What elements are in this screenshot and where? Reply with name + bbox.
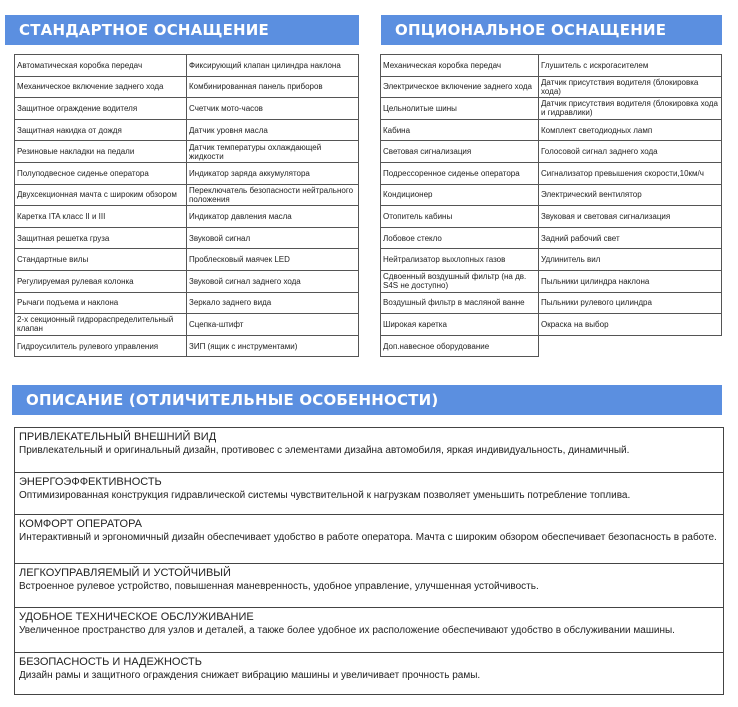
table-cell: Автоматическая коробка передач <box>15 55 187 77</box>
table-cell: Сигнализатор превышения скорости,10км/ч <box>539 162 722 184</box>
feature-text: Интерактивный и эргономичный дизайн обеспечивает удобство в работе оператора. Мачта с широким обзором обеспечивает безопасность в работе. <box>19 532 717 543</box>
feature-heading: ЛЕГКОУПРАВЛЯЕМЫЙ И УСТОЙЧИВЫЙ <box>19 567 231 579</box>
table-cell: Звуковой сигнал заднего хода <box>187 270 359 292</box>
table-cell: Индикатор заряда аккумулятора <box>187 162 359 184</box>
table-row <box>381 227 722 249</box>
table-cell: Сцепка-штифт <box>187 314 359 336</box>
feature-heading: ПРИВЛЕКАТЕЛЬНЫЙ ВНЕШНИЙ ВИД <box>19 431 217 443</box>
table-cell: Окраска на выбор <box>539 314 722 336</box>
feature-item-appearance <box>15 428 723 472</box>
table-row <box>381 119 722 141</box>
table-cell: Задний рабочий свет <box>539 227 722 249</box>
table-cell: Индикатор давления масла <box>187 206 359 228</box>
standard-equipment-table <box>14 54 359 357</box>
table-cell: Датчик присутствия водителя (блокировка хода и гидравлики) <box>539 98 722 120</box>
table-row <box>15 55 359 77</box>
table-cell: Стандартные вилы <box>15 249 187 271</box>
table-cell: Регулируемая рулевая колонка <box>15 270 187 292</box>
table-row <box>381 184 722 206</box>
feature-item-maintenance <box>15 607 723 652</box>
table-row <box>15 141 359 163</box>
table-cell: Цельнолитые шины <box>381 98 539 120</box>
table-row <box>15 292 359 314</box>
table-cell: Звуковая и световая сигнализация <box>539 206 722 228</box>
table-row <box>15 76 359 98</box>
table-cell: Гидроусилитель рулевого управления <box>15 335 187 357</box>
table-cell: Звуковой сигнал <box>187 227 359 249</box>
feature-item-efficiency <box>15 472 723 514</box>
table-cell: Резиновые накладки на педали <box>15 141 187 163</box>
table-cell: Пыльники цилиндра наклона <box>539 270 722 292</box>
table-cell: Защитная решетка груза <box>15 227 187 249</box>
feature-heading: УДОБНОЕ ТЕХНИЧЕСКОЕ ОБСЛУЖИВАНИЕ <box>19 611 254 623</box>
table-cell: Переключатель безопасности нейтрального положения <box>187 184 359 206</box>
table-cell: Механическое включение заднего хода <box>15 76 187 98</box>
table-cell: Голосовой сигнал заднего хода <box>539 141 722 163</box>
table-cell: Электрическое включение заднего хода <box>381 76 539 98</box>
table-row <box>15 98 359 120</box>
feature-text: Привлекательный и оригинальный дизайн, противовес с элементами дизайна автомобиля, яркая индивидуальность, динамичный. <box>19 445 630 456</box>
table-row <box>15 314 359 336</box>
table-row <box>15 119 359 141</box>
feature-item-safety <box>15 652 723 694</box>
feature-text: Встроенное рулевое устройство, повышенная маневренность, удобное управление, улучшенная устойчивость. <box>19 581 539 592</box>
table-cell: Лобовое стекло <box>381 227 539 249</box>
table-cell: Полуподвесное сиденье оператора <box>15 162 187 184</box>
table-cell: Подрессоренное сиденье оператора <box>381 162 539 184</box>
table-row <box>381 55 722 77</box>
table-cell: Воздушный фильтр в масляной ванне <box>381 292 539 314</box>
table-cell: Электрический вентилятор <box>539 184 722 206</box>
feature-text: Дизайн рамы и защитного ограждения снижает вибрацию машины и увеличивает прочность рамы. <box>19 670 481 681</box>
table-cell: Зеркало заднего вида <box>187 292 359 314</box>
table-cell: Пыльники рулевого цилиндра <box>539 292 722 314</box>
table-row <box>15 184 359 206</box>
table-cell: Счетчик мото-часов <box>187 98 359 120</box>
optional-equipment-header: ОПЦИОНАЛЬНОЕ ОСНАЩЕНИЕ <box>381 15 722 45</box>
table-cell: Двухсекционная мачта с широким обзором <box>15 184 187 206</box>
table-cell: Сдвоенный воздушный фильтр (на дв. S4S не доступно) <box>381 270 539 292</box>
table-row <box>15 249 359 271</box>
table-cell: Рычаги подъема и наклона <box>15 292 187 314</box>
table-cell: Комплект светодиодных ламп <box>539 119 722 141</box>
table-row <box>381 335 722 357</box>
table-row <box>381 292 722 314</box>
table-row <box>381 314 722 336</box>
table-row <box>15 335 359 357</box>
table-cell: Отопитель кабины <box>381 206 539 228</box>
table-cell: Датчик температуры охлаждающей жидкости <box>187 141 359 163</box>
table-row <box>15 227 359 249</box>
table-cell: Проблесковый маячек LED <box>187 249 359 271</box>
table-cell: Кондиционер <box>381 184 539 206</box>
table-cell: ЗИП (ящик с инструментами) <box>187 335 359 357</box>
table-row <box>381 206 722 228</box>
table-row <box>381 270 722 292</box>
table-cell: Датчик присутствия водителя (блокировка хода) <box>539 76 722 98</box>
table-row <box>381 141 722 163</box>
table-row <box>15 162 359 184</box>
optional-equipment-table <box>380 54 722 357</box>
table-row <box>15 270 359 292</box>
table-cell <box>539 335 722 357</box>
table-cell: Доп.навесное оборудование <box>381 335 539 357</box>
feature-item-comfort <box>15 514 723 563</box>
table-cell: 2-х секционный гидрораспределительный клапан <box>15 314 187 336</box>
table-cell: Защитная накидка от дождя <box>15 119 187 141</box>
description-header: ОПИСАНИЕ (ОТЛИЧИТЕЛЬНЫЕ ОСОБЕННОСТИ) <box>12 385 722 415</box>
table-row <box>15 206 359 228</box>
table-cell: Нейтрализатор выхлопных газов <box>381 249 539 271</box>
table-cell: Удлинитель вил <box>539 249 722 271</box>
table-cell: Кабина <box>381 119 539 141</box>
table-cell: Световая сигнализация <box>381 141 539 163</box>
feature-heading: БЕЗОПАСНОСТЬ И НАДЕЖНОСТЬ <box>19 656 202 668</box>
feature-text: Увеличенное пространство для узлов и деталей, а также более удобное их расположение обеспечивают удобство в обслуживании машины. <box>19 625 675 636</box>
feature-heading: ЭНЕРГОЭФФЕКТИВНОСТЬ <box>19 476 162 488</box>
feature-item-handling <box>15 563 723 607</box>
table-row <box>381 98 722 120</box>
table-cell: Глушитель с искрогасителем <box>539 55 722 77</box>
table-row <box>381 249 722 271</box>
description-list <box>14 427 724 695</box>
table-row <box>381 76 722 98</box>
feature-heading: КОМФОРТ ОПЕРАТОРА <box>19 518 143 530</box>
table-cell: Фиксирующий клапан цилиндра наклона <box>187 55 359 77</box>
table-cell: Каретка ITA класс II и III <box>15 206 187 228</box>
feature-text: Оптимизированная конструкция гидравлической системы чувствительной к нагрузкам позволяет уменьшить потребление топлива. <box>19 490 631 501</box>
standard-equipment-header: СТАНДАРТНОЕ ОСНАЩЕНИЕ <box>5 15 359 45</box>
table-cell: Широкая каретка <box>381 314 539 336</box>
table-row <box>381 162 722 184</box>
table-cell: Датчик уровня масла <box>187 119 359 141</box>
table-cell: Защитное ограждение водителя <box>15 98 187 120</box>
table-cell: Комбинированная панель приборов <box>187 76 359 98</box>
table-cell: Механическая коробка передач <box>381 55 539 77</box>
